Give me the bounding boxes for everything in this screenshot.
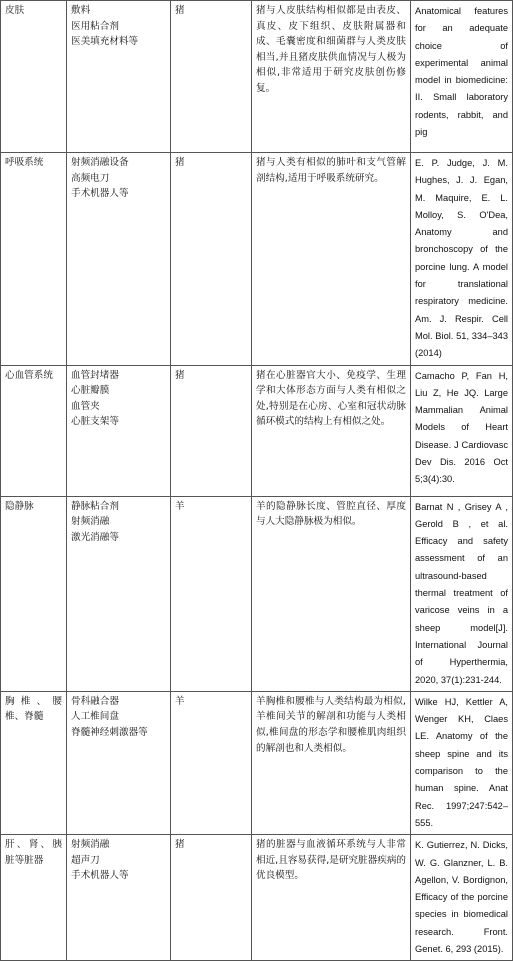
reference-cell: E. P. Judge, J. M. Hughes, J. J. Egan, M. Maquire, E. L. Molloy, S. O'Dea, Anatomy and bronchoscopy of the porcine lung. A model for translational respiratory medicine. Am. J. Respir. Cell Mol. Biol. 51, 334–343 (2014): [411, 153, 513, 366]
materials-cell: [67, 153, 171, 366]
table-row: [1, 691, 513, 834]
animal-cell: 猪: [171, 153, 252, 366]
animal-cell: 羊: [171, 691, 252, 834]
materials-cell: [67, 691, 171, 834]
materials-cell: [67, 835, 171, 961]
materials-cell: [67, 365, 171, 496]
material-item: 医美填充材料等: [71, 36, 139, 48]
reference-cell: Wilke HJ, Kettler A, Wenger KH, Claes LE. Anatomy of the sheep spine and its comparison to the human spine. Anat Rec. 1997;247:542–555.: [411, 691, 513, 834]
material-item: 人工椎间盘: [71, 711, 119, 723]
system-cell: 皮肤: [1, 1, 67, 153]
table-row: [1, 1, 513, 153]
material-item: 激光消融等: [71, 531, 119, 543]
table-row: [1, 496, 513, 691]
material-item: 心脏瓣膜: [71, 385, 110, 397]
material-item: 心脏支架等: [71, 416, 119, 428]
reference-cell: Anatomical features for an adequate choice of experimental animal model in biomedicine: II. Small laboratory rodents, rabbit, and pig: [411, 1, 513, 153]
reason-cell: 羊的隐静脉长度、管腔直径、厚度与人大隐静脉极为相似。: [252, 496, 411, 691]
system-cell: 呼吸系统: [1, 153, 67, 366]
reason-cell: 猪的脏器与血液循环系统与人非常相近,且容易获得,是研究脏器疾病的优良模型。: [252, 835, 411, 961]
system-cell: 心血管系统: [1, 365, 67, 496]
material-item: 血管封堵器: [71, 369, 119, 381]
animal-cell: 猪: [171, 365, 252, 496]
material-item: 静脉粘合剂: [71, 500, 119, 512]
material-item: 脊髓神经刺激器等: [71, 727, 148, 739]
materials-cell: [67, 496, 171, 691]
material-item: 射频消融: [71, 839, 110, 851]
table-row: [1, 153, 513, 366]
animal-cell: 猪: [171, 1, 252, 153]
material-item: 医用粘合剂: [71, 20, 119, 32]
material-item: 射频消融: [71, 516, 110, 528]
animal-cell: 羊: [171, 496, 252, 691]
material-item: 射频消融设备: [71, 157, 129, 168]
system-cell: 肝、肾、胰脏等脏器: [1, 835, 67, 961]
reason-cell: 猪与人皮肤结构相似都是由表皮、真皮、皮下组织、皮肤附属器和成、毛囊密度和细菌群与人类皮肤相当,并且猪皮肤供血情况与人极为相似,非常适用于研究皮肤创伤修复。: [252, 1, 411, 153]
reason-cell: 猪与人类有相似的肺叶和支气管解剖结构,适用于呼吸系统研究。: [252, 153, 411, 366]
animal-cell: 猪: [171, 835, 252, 961]
reference-cell: K. Gutierrez, N. Dicks, W. G. Glanzner, L. B. Agellon, V. Bordignon, Efficacy of the porcine species in biomedical research. Front. Genet. 6, 293 (2015).: [411, 835, 513, 961]
system-cell: 胸椎、腰椎、脊髓: [1, 691, 67, 834]
table-row: [1, 835, 513, 961]
reason-cell: 猪在心脏器官大小、免疫学、生理学和大体形态方面与人类有相似之处,特别是在心房、心室和冠状动脉循环模式的结构上有相似之处。: [252, 365, 411, 496]
reason-cell: 羊胸椎和腰椎与人类结构最为相似,羊椎间关节的解剖和功能与人类相似,椎间盘的形态学和腰椎肌肉组织的解剖也和人类相似。: [252, 691, 411, 834]
reference-cell: Barnat N , Grisey A , Gerold B , et al. Efficacy and safety assessment of an ultrasound-based thermal treatment of varicose veins in a sheep model[J]. International Journal of Hyperthermia, 2020, 37(1):231-244.: [411, 496, 513, 691]
material-item: 高频电刀: [71, 172, 110, 184]
table-row: [1, 365, 513, 496]
material-item: 骨科融合器: [71, 695, 119, 707]
material-item: 手术机器人等: [71, 188, 129, 200]
material-item: 血管夹: [71, 400, 100, 412]
reference-cell: Camacho P, Fan H, Liu Z, He JQ. Large Mammalian Animal Models of Heart Disease. J Cardiovasc Dev Dis. 2016 Oct 5;3(4):30.: [411, 365, 513, 496]
material-item: 敷料: [71, 5, 91, 16]
system-cell: 隐静脉: [1, 496, 67, 691]
material-item: 超声刀: [71, 854, 100, 866]
material-item: 手术机器人等: [71, 870, 129, 882]
materials-cell: [67, 1, 171, 153]
